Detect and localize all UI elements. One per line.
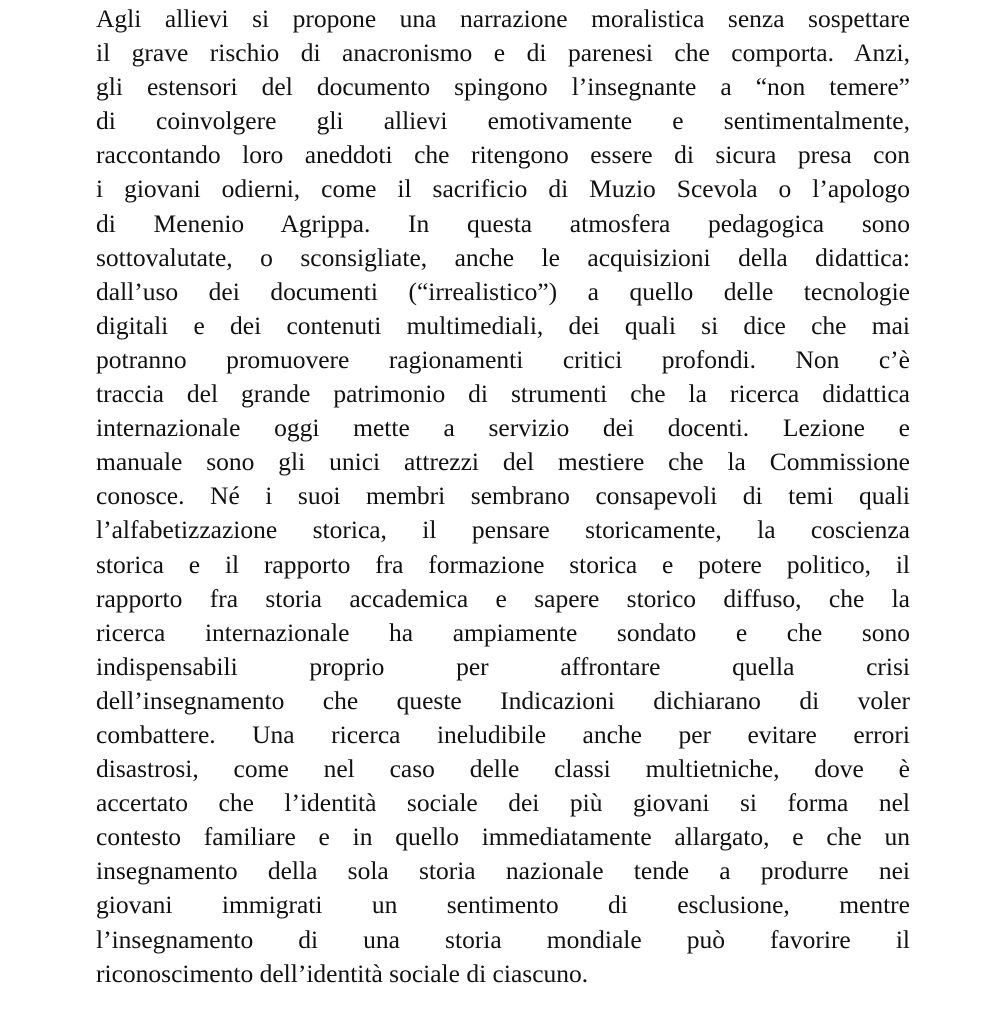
- text-line: dall’uso dei documenti (“irrealistico”) a quello delle tecnologie: [96, 276, 910, 306]
- text-line-last: riconoscimento dell’identità sociale di ciascuno.: [96, 958, 589, 988]
- text-line: storica e il rapporto fra formazione storica e potere politico, il: [96, 549, 910, 579]
- text-line: insegnamento della sola storia nazionale tende a produrre nei: [96, 856, 910, 886]
- text-line: rapporto fra storia accademica e sapere storico diffuso, che la: [96, 583, 910, 613]
- text-line: gli estensori del documento spingono l’insegnante a “non temere”: [96, 72, 910, 102]
- text-line: dell’insegnamento che queste Indicazioni dichiarano di voler: [96, 685, 910, 715]
- text-line: internazionale oggi mette a servizio dei docenti. Lezione e: [96, 413, 910, 443]
- text-line: contesto familiare e in quello immediatamente allargato, e che un: [96, 822, 910, 852]
- text-line: potranno promuovere ragionamenti critici profondi. Non c’è: [96, 344, 910, 374]
- text-line: ricerca internazionale ha ampiamente sondato e che sono: [96, 617, 910, 647]
- text-line: sottovalutate, o sconsigliate, anche le acquisizioni della didattica:: [96, 242, 910, 272]
- text-line: il grave rischio di anacronismo e di parenesi che comporta. Anzi,: [96, 38, 910, 68]
- text-line: i giovani odierni, come il sacrificio di Muzio Scevola o l’apologo: [96, 174, 910, 204]
- text-line: disastrosi, come nel caso delle classi multietniche, dove è: [96, 754, 910, 784]
- text-line: giovani immigrati un sentimento di esclusione, mentre: [96, 890, 910, 920]
- text-line: di Menenio Agrippa. In questa atmosfera pedagogica sono: [96, 208, 910, 238]
- text-line: raccontando loro aneddoti che ritengono essere di sicura presa con: [96, 140, 910, 170]
- text-line: indispensabili proprio per affrontare quella crisi: [96, 651, 910, 681]
- body-paragraph: [96, 2, 910, 991]
- text-line: digitali e dei contenuti multimediali, dei quali si dice che mai: [96, 310, 910, 340]
- text-line: conosce. Né i suoi membri sembrano consapevoli di temi quali: [96, 481, 910, 511]
- text-line: manuale sono gli unici attrezzi del mestiere che la Commissione: [96, 447, 910, 477]
- text-line: traccia del grande patrimonio di strumenti che la ricerca didattica: [96, 379, 910, 409]
- text-line: di coinvolgere gli allievi emotivamente e sentimentalmente,: [96, 106, 910, 136]
- text-line: Agli allievi si propone una narrazione moralistica senza sospettare: [96, 4, 910, 33]
- text-line: accertato che l’identità sociale dei più giovani si forma nel: [96, 788, 910, 818]
- text-line: l’alfabetizzazione storica, il pensare storicamente, la coscienza: [96, 515, 910, 545]
- text-line: l’insegnamento di una storia mondiale può favorire il: [96, 924, 910, 954]
- text-line: combattere. Una ricerca ineludibile anche per evitare errori: [96, 719, 910, 749]
